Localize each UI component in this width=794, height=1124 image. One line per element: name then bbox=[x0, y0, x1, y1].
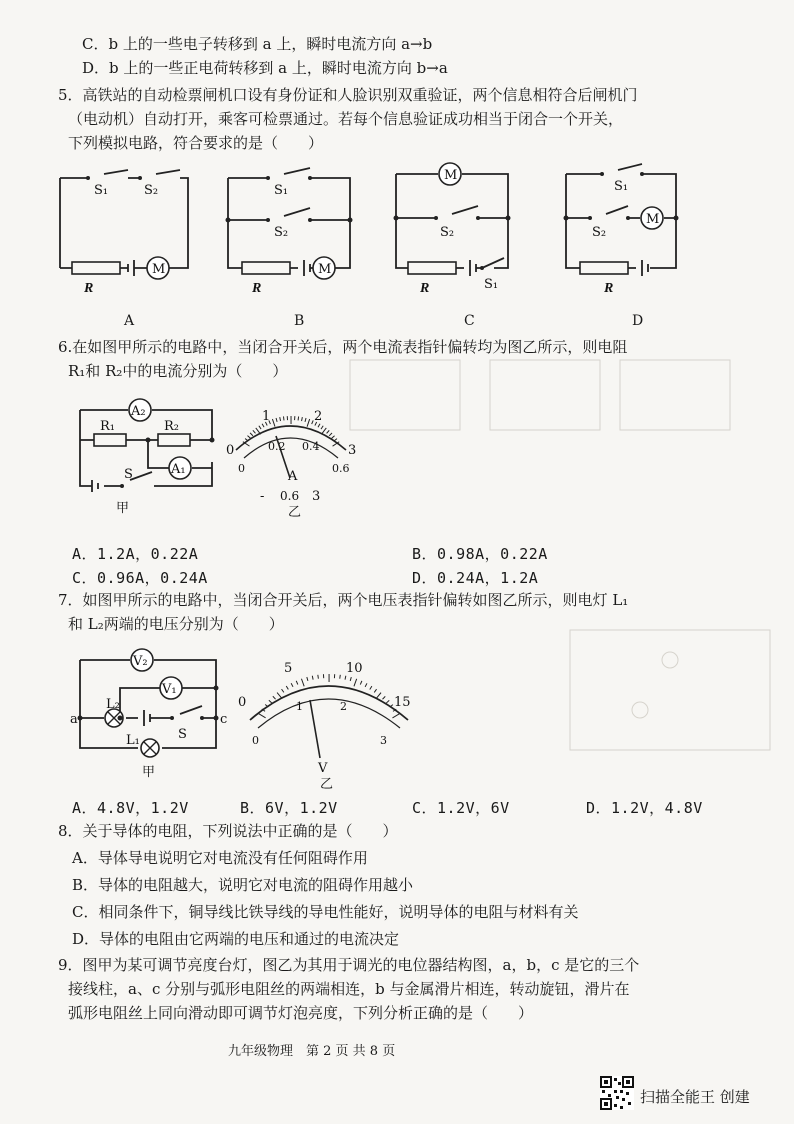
q7-bottom-tick-2: 2 bbox=[340, 700, 347, 713]
q7-stem-line2: 和 L₂两端的电压分别为（ ） bbox=[68, 615, 284, 633]
q6-bottom-tick-3: 0.6 bbox=[332, 462, 350, 475]
q5-option-c-label: C bbox=[464, 313, 475, 329]
q4-option-d: D．b 上的一些正电荷转移到 a 上，瞬时电流方向 b→a bbox=[82, 59, 448, 77]
q7-c-label: c bbox=[220, 712, 228, 727]
q7-bottom-tick-0: 0 bbox=[252, 734, 259, 747]
q7-option-d: D．1.2V，4.8V bbox=[586, 799, 703, 817]
meter-tick bbox=[307, 419, 310, 427]
meter-tick bbox=[312, 420, 314, 424]
q4-option-c: C．b 上的一些电子转移到 a 上，瞬时电流方向 a→b bbox=[82, 35, 433, 53]
meter-tick bbox=[256, 428, 261, 434]
q6-a2-label: A₂ bbox=[131, 404, 146, 419]
meter-tick bbox=[334, 439, 337, 441]
meter-tick bbox=[298, 417, 299, 421]
q5a-s2-label: S₂ bbox=[144, 183, 159, 198]
q6-top-tick-3: 3 bbox=[348, 443, 357, 458]
q5-circuit-a bbox=[48, 168, 198, 298]
meter-tick bbox=[276, 418, 277, 422]
q6-top-tick-1: 1 bbox=[262, 409, 271, 424]
q5c-s2-label: S₂ bbox=[440, 225, 455, 240]
meter-tick bbox=[291, 683, 293, 687]
meter-tick bbox=[329, 433, 332, 436]
q5-stem-line2: （电动机）自动打开，乘客可检票通过。若每个信息验证成功相当于闭合一个开关， bbox=[68, 110, 624, 128]
meter-tick bbox=[321, 426, 323, 429]
q6-stem-line1: 6.在如图甲所示的电路中，当闭合开关后，两个电流表指针偏转均为图乙所示，则电阻 bbox=[58, 338, 628, 356]
q7-voltmeter-yi bbox=[228, 660, 411, 792]
q9-stem-line2: 接线柱，a、c 分别与弧形电阻丝的两端相连，b 与金属滑片相连，转动旋钮，滑片在 bbox=[68, 980, 630, 998]
q6-bottom-tick-0: 0 bbox=[238, 462, 245, 475]
q5a-motor-label: M bbox=[152, 262, 166, 277]
q7-l2-label: L₂ bbox=[106, 697, 120, 712]
q8-option-a: A．导体导电说明它对电流没有任何阻碍作用 bbox=[72, 849, 368, 867]
meter-tick bbox=[296, 681, 298, 685]
q5d-motor-label: M bbox=[646, 212, 660, 227]
q7-jia-label: 甲 bbox=[142, 765, 156, 780]
q6-option-c: C．0.96A，0.24A bbox=[72, 569, 208, 587]
meter-tick bbox=[392, 714, 399, 718]
q5-stem-line3: 下列模拟电路，符合要求的是（ ） bbox=[68, 134, 324, 152]
q7-bottom-tick-1: 1 bbox=[296, 700, 303, 713]
qr-code-icon bbox=[600, 1076, 634, 1110]
q5d-r-label: R bbox=[604, 281, 614, 296]
q7-unit-label: V bbox=[318, 761, 328, 776]
q7-stem-line1: 7．如图甲所示的电路中，当闭合开关后，两个电压表指针偏转如图乙所示，则电灯 L₁ bbox=[58, 591, 629, 609]
meter-tick bbox=[280, 417, 281, 421]
q6-bottom-tick-1: 0.2 bbox=[268, 440, 286, 453]
q9-stem-line1: 9．图甲为某可调节亮度台灯，图乙为其用于调光的电位器结构图，a，b，c 是它的三个 bbox=[58, 956, 640, 974]
meter-tick bbox=[250, 433, 253, 436]
meter-tick bbox=[283, 416, 284, 420]
q6-r1-label: R₁ bbox=[100, 419, 115, 434]
meter-tick bbox=[307, 677, 308, 681]
q6-s-label: S bbox=[124, 467, 133, 482]
q6-top-tick-2: 2 bbox=[314, 409, 323, 424]
meter-tick bbox=[282, 689, 284, 692]
meter-tick bbox=[259, 714, 266, 718]
q7-l1-label: L₁ bbox=[126, 733, 140, 748]
q6-terminal-0.6: 0.6 bbox=[280, 489, 300, 503]
q6-stem-line2: R₁和 R₂中的电流分别为（ ） bbox=[68, 362, 288, 380]
q5-circuit-c bbox=[386, 160, 536, 298]
meter-tick bbox=[374, 689, 376, 692]
q7-top-tick-0: 0 bbox=[238, 695, 247, 710]
meter-tick bbox=[327, 430, 330, 433]
meter-tick bbox=[272, 419, 275, 427]
q7-bottom-tick-3: 3 bbox=[380, 734, 387, 747]
q5b-s2-label: S₂ bbox=[274, 225, 289, 240]
q7-top-tick-15: 15 bbox=[394, 695, 411, 710]
q6-option-b: B．0.98A，0.22A bbox=[412, 545, 548, 563]
meter-tick bbox=[376, 693, 381, 699]
q5d-s1-label: S₁ bbox=[614, 179, 629, 194]
q5d-s2-label: S₂ bbox=[592, 225, 607, 240]
q7-option-c: C．1.2V，6V bbox=[412, 799, 510, 817]
meter-tick bbox=[312, 676, 313, 680]
q5a-s1-label: S₁ bbox=[94, 183, 109, 198]
q6-ammeter-yi bbox=[214, 406, 364, 518]
q5b-s1-label: S₁ bbox=[274, 183, 289, 198]
meter-tick bbox=[277, 693, 282, 699]
meter-tick bbox=[340, 675, 341, 679]
q5c-s1-label: S₁ bbox=[484, 277, 499, 292]
scanner-watermark: 扫描全能王 创建 bbox=[640, 1088, 750, 1106]
meter-tick bbox=[247, 436, 250, 439]
q5-circuit-d bbox=[556, 160, 706, 298]
q8-option-c: C．相同条件下，铜导线比铁导线的导电性能好，说明导体的电阻与材料有关 bbox=[72, 903, 579, 921]
q6-option-a: A．1.2A，0.22A bbox=[72, 545, 199, 563]
meter-tick bbox=[301, 679, 304, 687]
meter-tick bbox=[286, 686, 288, 689]
q5-stem-line1: 5．高铁站的自动检票闸机口设有身份证和人脸识别双重验证，两个信息相符合后闸机门 bbox=[58, 86, 638, 104]
q6-a1-label: A₁ bbox=[171, 462, 186, 477]
q6-r2-label: R₂ bbox=[164, 419, 179, 434]
page-footer: 九年级物理 第 2 页 共 8 页 bbox=[228, 1044, 396, 1059]
meter-tick bbox=[345, 676, 346, 680]
meter-tick bbox=[332, 436, 335, 439]
q6-terminal-3: 3 bbox=[312, 489, 321, 504]
meter-tick bbox=[262, 424, 264, 427]
meter-tick bbox=[321, 428, 326, 434]
q7-top-tick-5: 5 bbox=[284, 661, 293, 676]
meter-tick bbox=[370, 686, 372, 689]
meter-tick bbox=[354, 679, 357, 687]
q6-unit-label: A bbox=[288, 469, 298, 484]
q6-option-d: D．0.24A，1.2A bbox=[412, 569, 539, 587]
meter-tick bbox=[302, 417, 303, 421]
meter-tick bbox=[386, 700, 389, 703]
q5-option-d-label: D bbox=[632, 313, 644, 329]
q6-circuit-jia bbox=[70, 392, 220, 518]
q5-option-a-label: A bbox=[124, 313, 135, 329]
q7-v2-label: V₂ bbox=[133, 654, 148, 669]
q7-option-a: A．4.8V，1.2V bbox=[72, 799, 189, 817]
q5b-r-label: R bbox=[252, 281, 262, 296]
meter-tick bbox=[273, 696, 276, 699]
meter-tick bbox=[318, 424, 320, 427]
q5-circuit-b bbox=[218, 168, 368, 298]
q5-option-b-label: B bbox=[294, 313, 305, 329]
meter-tick bbox=[383, 696, 386, 699]
meter-tick bbox=[259, 426, 261, 429]
q6-jia-label: 甲 bbox=[116, 501, 130, 516]
q7-circuit-jia bbox=[66, 648, 226, 788]
meter-tick bbox=[305, 418, 306, 422]
q7-v1-label: V₁ bbox=[162, 682, 177, 697]
q5c-motor-label: M bbox=[444, 168, 458, 183]
q7-top-tick-10: 10 bbox=[346, 661, 363, 676]
meter-tick bbox=[269, 700, 272, 703]
q6-bottom-tick-2: 0.4 bbox=[302, 440, 320, 453]
meter-tick bbox=[360, 681, 362, 685]
meter-tick bbox=[365, 683, 367, 687]
q9-stem-line3: 弧形电阻丝上同向滑动即可调节灯泡亮度，下列分析正确的是（ ） bbox=[68, 1004, 534, 1022]
q5b-motor-label: M bbox=[318, 262, 332, 277]
meter-tick bbox=[318, 675, 319, 679]
q7-s-label: S bbox=[178, 727, 187, 742]
q8-stem: 8．关于导体的电阻，下列说法中正确的是（ ） bbox=[58, 822, 398, 840]
q7-option-b: B．6V，1.2V bbox=[240, 799, 338, 817]
q8-option-d: D．导体的电阻由它两端的电压和通过的电流决定 bbox=[72, 930, 400, 948]
meter-tick bbox=[350, 677, 351, 681]
q7-a-label: a bbox=[70, 712, 78, 727]
q6-yi-label: 乙 bbox=[288, 505, 302, 520]
q5a-r-label: R bbox=[84, 281, 94, 296]
q6-terminal-neg: - bbox=[260, 489, 265, 504]
q6-top-tick-0: 0 bbox=[226, 443, 235, 458]
q7-yi-label: 乙 bbox=[320, 777, 334, 792]
q8-option-b: B．导体的电阻越大，说明它对电流的阻碍作用越小 bbox=[72, 876, 414, 894]
q5c-r-label: R bbox=[420, 281, 430, 296]
meter-tick bbox=[253, 430, 256, 433]
